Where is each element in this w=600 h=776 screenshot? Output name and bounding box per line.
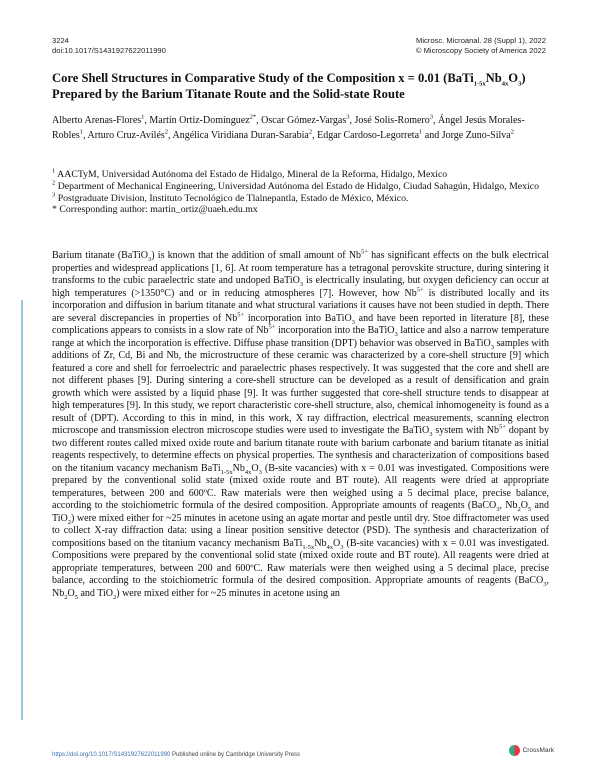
paper-title: Core Shell Structures in Comparative Study of the Composition x = 0.01 $(BaTi_{1-5x}Nb_{4x}O_3)$ Prepared by the Barium Titanate Route and the Solid-state Route	[52, 71, 526, 101]
affiliation-3: $^3$ Postgraduate Division, Instituto Tecnológico de Tlalnepantla, Estado de México, México.	[52, 191, 409, 204]
crossmark-label: CrossMark	[522, 747, 554, 754]
copyright: © Microscopy Society of America 2022	[415, 46, 546, 55]
doi-label: doi:10.1017/S1431927622011990	[52, 46, 166, 55]
published-note: Published online by Cambridge University Press	[170, 752, 301, 758]
page-number: 3224	[52, 36, 69, 45]
author-list: Alberto Arenas-Flores$^1$, Martín Ortiz-Domínguez$^{2*}$, Oscar Gómez-Vargas$^3$, José Solis-Romero$^3$, Ángel Jesús Morales-Robles$^1$, Arturo Cruz-Avilés$^2$, Angélica Viridiana Duran-Sarabia$^2$, Edgar Cardoso-Legorreta$^1$ and Jorge Zuno-Silva$^2$	[52, 113, 525, 141]
affiliations	[52, 169, 552, 216]
affiliation-2: $^2$ Department of Mechanical Engineering, Universidad Autónoma del Estado de Hidalgo, Ciudad Sahagún, Hidalgo, Mexico	[52, 179, 539, 192]
page-footer	[52, 752, 300, 758]
crossmark-badge[interactable]	[509, 745, 554, 756]
page-header-left	[52, 36, 166, 56]
corresponding-author: * Corresponding author: martin_ortiz@uaeh.edu.mx	[52, 204, 258, 216]
affiliation-1: $^1$ AACTyM, Universidad Autónoma del Estado de Hidalgo, Mineral de la Reforma, Hidalgo, Mexico	[52, 167, 448, 180]
doi-link[interactable]: https://doi.org/10.1017/S1431927622011990	[52, 752, 171, 758]
crossmark-icon	[509, 745, 520, 756]
journal-citation: Microsc. Microanal. 28 (Suppl 1), 2022	[416, 36, 546, 45]
page-header-right	[416, 36, 546, 56]
margin-watermark	[10, 300, 34, 720]
abstract-body: Barium titanate (BaTiO$_3$) is known that the addition of small amount of $Nb^{5+}$ has significant effects on the bulk electrical properties and widespread applications [1, 6]. At room temperature has a tetragonal perovskite structure, during sintering it transforms to the cubic paraelectric state and undoped BaTiO$_3$ is electrically insulating, but oxygen deficiency can occur at high temperatures (>1350°C) and or in reducing atmospheres [7]. However, how $Nb^{5+}$ is distributed locally and its incorporation and diffusion in barium titanate and what structural variations it causes have not been studied in depth. There are several discrepancies in properties of $Nb^{5+}$ incorporation into BaTiO$_3$ and have been reported in literature [8], these complications appears to consists in a slow rate of $Nb^{5+}$ incorporation into the BaTiO$_3$ lattice and also a narrow temperature range at which the incorporation is effective. Diffuse phase transition (DPT) behavior was observed in BaTiO$_3$ samples with additions of Zr, Cd, Bi and Nb, the microstructure of these ceramic was characterized by a core-shell structure [9] which featured a core and shell for ferroelectric and paraelectric phases respectively. It was suggested that the core and shell are not different phases [9]. During sintering a core-shell structure can be developed as a result of densification and grain growth which were assisted by a liquid phase [9]. It was further suggested that core-shell structure tends to disappear at high temperatures [9]. In this study, we report characteristic core-shell structure, also, chemical inhomogeneity is found as a result of (DPT). According to this in mind, in this work, X ray diffraction, electrical measurements, scanning electron microscope and transmission electron microscope studies were used to investigate the BaTiO$_3$ system with $Nb^{5+}$ dopant by two different routes called mixed oxide route and barium titanate route with barium carbonate and barium titanate as initial reagents respectively, to determine effects on physical properties. The synthesis and characterization of compositions based on the titanium vacancy mechanism $BaTi_{1-5x}Nb_{4x}O_3$ (B-site vacancies) with x = 0.01 was investigated. Compositions were prepared by the conventional solid state (mixed oxide route and BT route). All reagents were dried at appropriate temperatures, between 200 and 600ºC. Raw materials were then weighed using a 5 decimal place, precise balance, according to the stoichiometric formula of the desired composition. Appropriate amounts of reagents (BaCO$_3$, $Nb_2O_5$ and TiO$_2$) were mixed either for ~25 minutes in acetone using an agate mortar and pestle until dry. Stoe diffractometer was used to collect X-ray diffraction data: using a linear position sensitive detector (PSD). The synthesis and characterization of compositions based on the titanium vacancy mechanism $BaTi_{1-5x}Nb_{4x}O_3$ (B-site vacancies) with x = 0.01 was investigated. Compositions were prepared by the conventional solid state (mixed oxide route and BT route). All reagents were dried at appropriate temperatures, between 200 and 600ºC. Raw materials were then weighed using a 5 decimal place, precise balance, according to the stoichiometric formula of the desired composition. Appropriate amounts of reagents (BaCO$_3$, $Nb_2O_5$ and TiO$_2$) were mixed either for ~25 minutes in acetone using an	[52, 248, 550, 601]
